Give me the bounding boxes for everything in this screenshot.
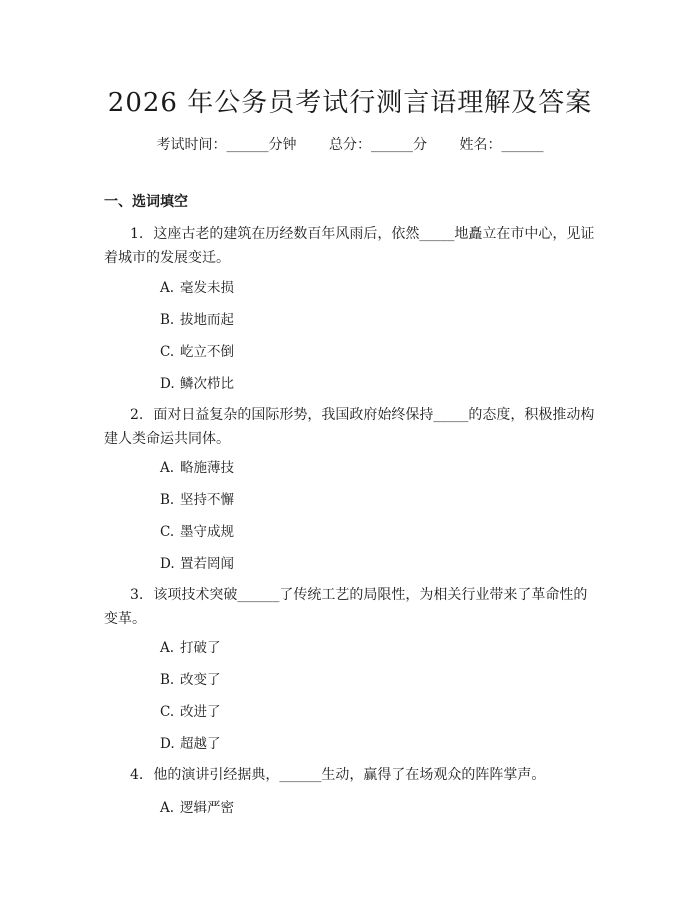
question-1 (104, 222, 596, 270)
exam-time-field: 考试时间：______分钟 (156, 137, 297, 153)
option-letter: C. (160, 704, 175, 720)
option-2c[interactable] (160, 520, 234, 540)
question-text: 面对日益复杂的国际形势，我国政府始终保持_____的态度，积极推动构建人类命运共同体。 (104, 407, 595, 447)
option-letter: C. (160, 524, 175, 540)
option-1b[interactable] (160, 308, 234, 328)
option-3a[interactable] (160, 636, 221, 656)
option-text: 屹立不倒 (180, 344, 234, 360)
question-number: 4. (130, 767, 144, 783)
option-text: 改变了 (180, 672, 221, 688)
option-letter: A. (160, 640, 175, 656)
option-text: 置若罔闻 (180, 556, 234, 572)
option-1a[interactable] (160, 276, 234, 296)
option-4a[interactable] (160, 796, 234, 816)
option-1d[interactable] (160, 372, 234, 392)
option-2d[interactable] (160, 552, 234, 572)
option-letter: A. (160, 280, 175, 296)
option-text: 毫发未损 (180, 280, 234, 296)
section-title: 一、选词填空 (104, 194, 188, 210)
option-3b[interactable] (160, 668, 221, 688)
question-text: 该项技术突破______了传统工艺的局限性，为相关行业带来了革命性的变革。 (104, 587, 588, 627)
option-text: 拔地而起 (180, 312, 234, 328)
option-letter: D. (160, 376, 175, 392)
option-2a[interactable] (160, 456, 234, 476)
option-3d[interactable] (160, 732, 221, 752)
total-score-field: 总分：______分 (329, 137, 427, 153)
name-field: 姓名：______ (459, 137, 544, 153)
option-text: 鳞次栉比 (180, 376, 234, 392)
option-text: 打破了 (180, 640, 221, 656)
question-2 (104, 403, 596, 451)
option-3c[interactable] (160, 700, 221, 720)
option-text: 略施薄技 (180, 460, 234, 476)
question-number: 3. (130, 587, 144, 603)
option-letter: A. (160, 800, 175, 816)
option-letter: A. (160, 460, 175, 476)
option-letter: C. (160, 344, 175, 360)
question-3 (104, 583, 596, 631)
page-title: 2026 年公务员考试行测言语理解及答案 (107, 88, 593, 118)
option-letter: D. (160, 556, 175, 572)
option-text: 坚持不懈 (180, 492, 234, 508)
option-letter: B. (160, 492, 175, 508)
option-text: 改进了 (180, 704, 221, 720)
question-text: 这座古老的建筑在历经数百年风雨后，依然_____地矗立在市中心，见证着城市的发展变迁。 (104, 226, 595, 266)
question-4 (104, 763, 596, 787)
option-1c[interactable] (160, 340, 234, 360)
option-text: 逻辑严密 (180, 800, 234, 816)
option-text: 超越了 (180, 736, 221, 752)
option-letter: D. (160, 736, 175, 752)
question-number: 1. (130, 226, 144, 242)
option-text: 墨守成规 (180, 524, 234, 540)
exam-info-row (0, 134, 700, 154)
option-letter: B. (160, 672, 175, 688)
question-number: 2. (130, 407, 144, 423)
question-text: 他的演讲引经据典，______生动，赢得了在场观众的阵阵掌声。 (153, 767, 546, 783)
option-letter: B. (160, 312, 175, 328)
option-2b[interactable] (160, 488, 234, 508)
